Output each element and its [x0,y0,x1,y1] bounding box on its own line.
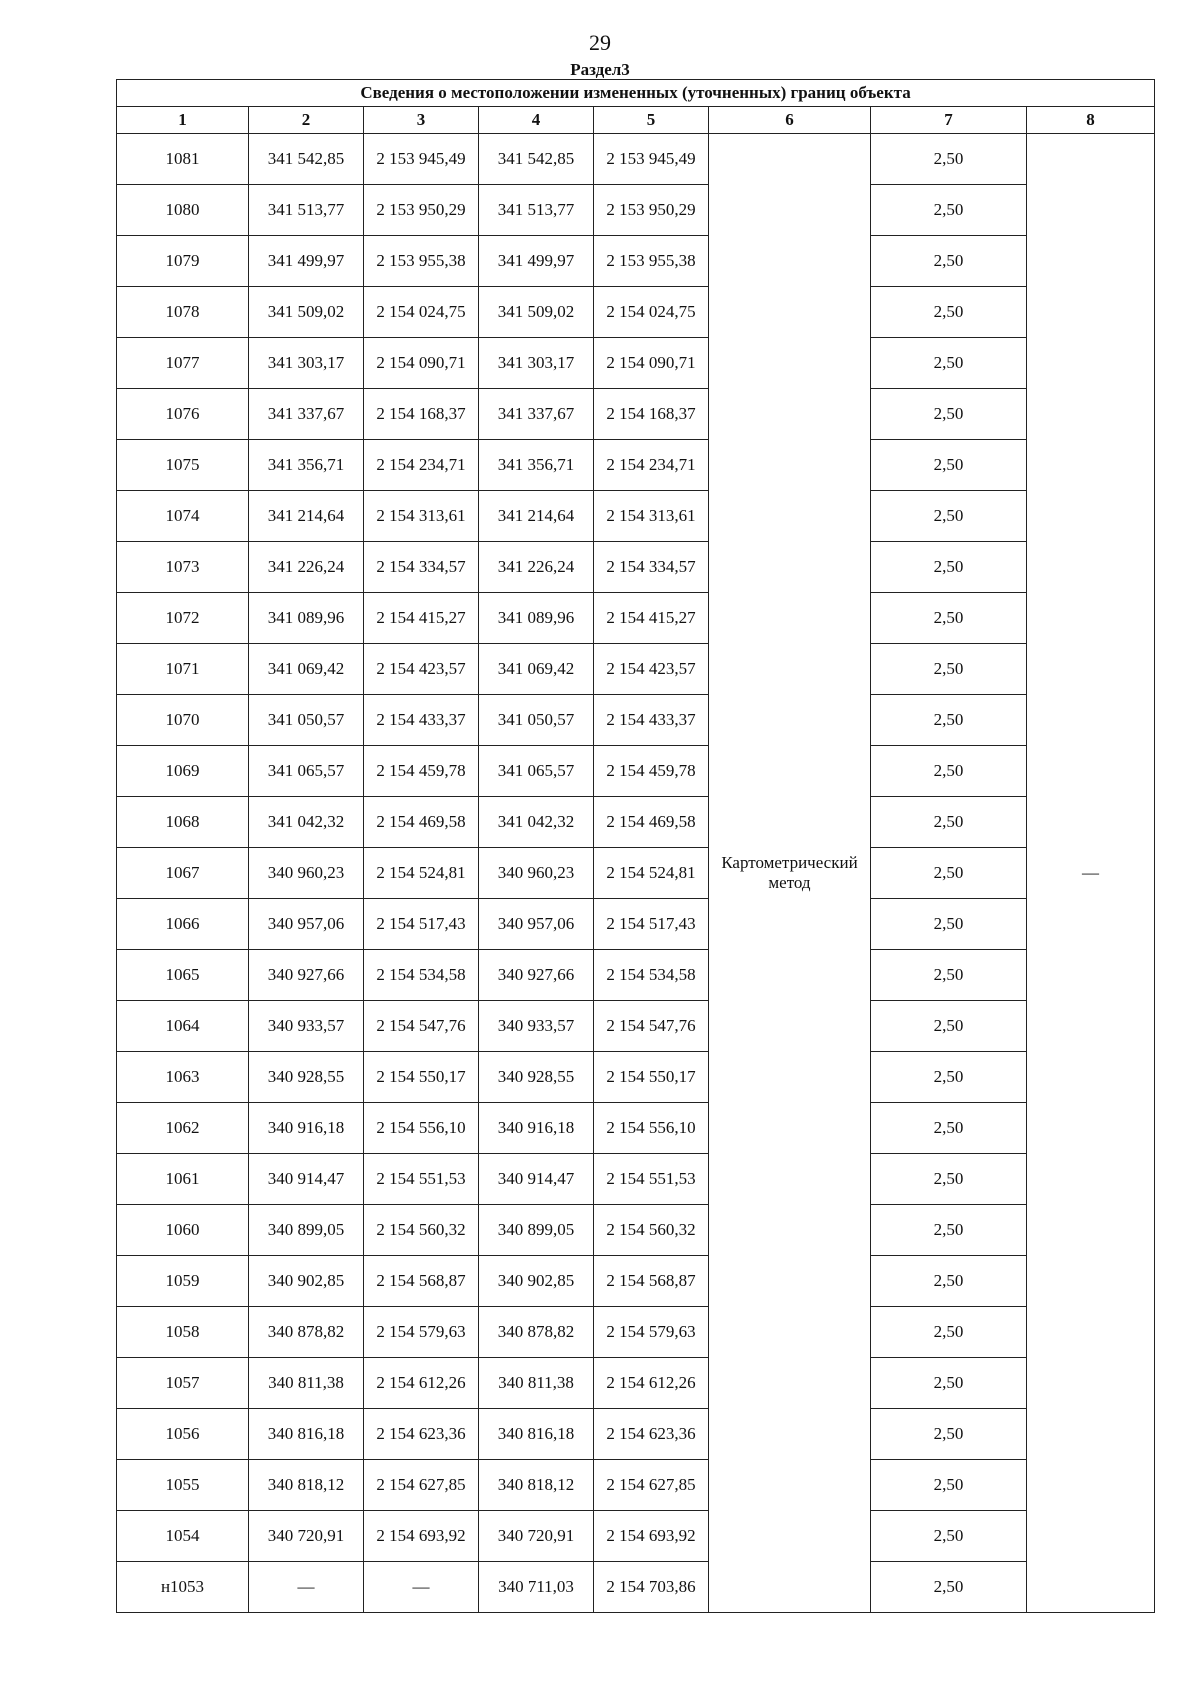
table-row [117,1052,1155,1103]
table-caption: Сведения о местоположении измененных (уточненных) границ объекта [117,80,1155,107]
table-row [117,185,1155,236]
column-number-8: 8 [1027,107,1155,134]
old-x-coordinate-cell: 341 337,67 [249,389,364,440]
old-x-coordinate-cell: 340 811,38 [249,1358,364,1409]
table-row [117,1001,1155,1052]
new-y-coordinate-cell: 2 154 547,76 [594,1001,709,1052]
new-x-coordinate-cell: 340 933,57 [479,1001,594,1052]
table-row [117,848,1155,899]
accuracy-cell: 2,50 [871,1307,1027,1358]
new-x-coordinate-cell: 341 069,42 [479,644,594,695]
table-row [117,1562,1155,1613]
new-x-coordinate-cell: 340 811,38 [479,1358,594,1409]
accuracy-cell: 2,50 [871,593,1027,644]
old-y-coordinate-cell: 2 154 547,76 [364,1001,479,1052]
new-y-coordinate-cell: 2 154 234,71 [594,440,709,491]
new-x-coordinate-cell: 340 878,82 [479,1307,594,1358]
old-y-coordinate-cell: 2 154 579,63 [364,1307,479,1358]
column-number-2: 2 [249,107,364,134]
old-x-coordinate-cell: 340 927,66 [249,950,364,1001]
old-x-coordinate-cell: 341 089,96 [249,593,364,644]
accuracy-cell: 2,50 [871,1052,1027,1103]
point-number-cell: 1064 [117,1001,249,1052]
new-x-coordinate-cell: 341 509,02 [479,287,594,338]
point-number-cell: 1058 [117,1307,249,1358]
accuracy-cell: 2,50 [871,644,1027,695]
table-row [117,950,1155,1001]
new-y-coordinate-cell: 2 154 612,26 [594,1358,709,1409]
old-x-coordinate-cell: 341 065,57 [249,746,364,797]
table-row [117,1103,1155,1154]
accuracy-cell: 2,50 [871,1001,1027,1052]
new-x-coordinate-cell: 340 720,91 [479,1511,594,1562]
new-x-coordinate-cell: 341 214,64 [479,491,594,542]
new-y-coordinate-cell: 2 154 560,32 [594,1205,709,1256]
accuracy-cell: 2,50 [871,287,1027,338]
old-y-coordinate-cell: 2 153 950,29 [364,185,479,236]
new-y-coordinate-cell: 2 154 168,37 [594,389,709,440]
column-number-5: 5 [594,107,709,134]
accuracy-cell: 2,50 [871,440,1027,491]
new-y-coordinate-cell: 2 153 950,29 [594,185,709,236]
new-x-coordinate-cell: 340 914,47 [479,1154,594,1205]
old-x-coordinate-cell: 341 356,71 [249,440,364,491]
new-y-coordinate-cell: 2 154 024,75 [594,287,709,338]
coordinates-table [116,79,1155,1613]
new-x-coordinate-cell: 340 928,55 [479,1052,594,1103]
new-y-coordinate-cell: 2 154 534,58 [594,950,709,1001]
new-x-coordinate-cell: 340 711,03 [479,1562,594,1613]
old-y-coordinate-cell: 2 154 550,17 [364,1052,479,1103]
column-number-row [117,107,1155,134]
table-row [117,1307,1155,1358]
point-number-cell: 1060 [117,1205,249,1256]
new-y-coordinate-cell: 2 153 945,49 [594,134,709,185]
point-number-cell: 1072 [117,593,249,644]
old-x-coordinate-cell: 340 933,57 [249,1001,364,1052]
new-y-coordinate-cell: 2 154 551,53 [594,1154,709,1205]
table-row [117,542,1155,593]
column-number-6: 6 [709,107,871,134]
table-row [117,287,1155,338]
new-y-coordinate-cell: 2 154 517,43 [594,899,709,950]
table-row [117,1256,1155,1307]
old-y-coordinate-cell: 2 154 560,32 [364,1205,479,1256]
new-x-coordinate-cell: 341 356,71 [479,440,594,491]
new-x-coordinate-cell: 341 337,67 [479,389,594,440]
new-x-coordinate-cell: 341 499,97 [479,236,594,287]
old-y-coordinate-cell: 2 154 612,26 [364,1358,479,1409]
point-number-cell: 1075 [117,440,249,491]
new-y-coordinate-cell: 2 154 334,57 [594,542,709,593]
accuracy-cell: 2,50 [871,1460,1027,1511]
old-y-coordinate-cell: 2 154 568,87 [364,1256,479,1307]
table-row [117,389,1155,440]
point-number-cell: 1076 [117,389,249,440]
table-row [117,236,1155,287]
old-x-coordinate-cell: 341 499,97 [249,236,364,287]
new-y-coordinate-cell: 2 153 955,38 [594,236,709,287]
accuracy-cell: 2,50 [871,848,1027,899]
table-row [117,797,1155,848]
new-x-coordinate-cell: 340 960,23 [479,848,594,899]
accuracy-cell: 2,50 [871,695,1027,746]
new-y-coordinate-cell: 2 154 550,17 [594,1052,709,1103]
new-y-coordinate-cell: 2 154 524,81 [594,848,709,899]
point-number-cell: 1079 [117,236,249,287]
accuracy-cell: 2,50 [871,338,1027,389]
old-y-coordinate-cell: 2 154 524,81 [364,848,479,899]
old-y-coordinate-cell: 2 154 234,71 [364,440,479,491]
old-y-coordinate-cell: 2 153 945,49 [364,134,479,185]
section-title: Раздел3 [570,60,630,79]
accuracy-cell: 2,50 [871,1562,1027,1613]
new-x-coordinate-cell: 341 513,77 [479,185,594,236]
old-x-coordinate-cell: 340 818,12 [249,1460,364,1511]
point-number-cell: 1068 [117,797,249,848]
point-number-cell: 1074 [117,491,249,542]
old-x-coordinate-cell: 340 902,85 [249,1256,364,1307]
old-x-coordinate-cell: 340 816,18 [249,1409,364,1460]
new-y-coordinate-cell: 2 154 090,71 [594,338,709,389]
accuracy-cell: 2,50 [871,542,1027,593]
table-row [117,593,1155,644]
old-x-coordinate-cell: — [249,1562,364,1613]
table-row [117,134,1155,185]
point-number-cell: 1071 [117,644,249,695]
new-x-coordinate-cell: 341 542,85 [479,134,594,185]
old-x-coordinate-cell: 340 899,05 [249,1205,364,1256]
table-row [117,338,1155,389]
point-number-cell: 1065 [117,950,249,1001]
point-number-cell: 1069 [117,746,249,797]
old-y-coordinate-cell: 2 154 433,37 [364,695,479,746]
old-y-coordinate-cell: 2 154 627,85 [364,1460,479,1511]
new-y-coordinate-cell: 2 154 703,86 [594,1562,709,1613]
old-y-coordinate-cell: 2 154 459,78 [364,746,479,797]
new-x-coordinate-cell: 340 816,18 [479,1409,594,1460]
table-row [117,899,1155,950]
accuracy-cell: 2,50 [871,491,1027,542]
accuracy-cell: 2,50 [871,236,1027,287]
point-number-cell: 1056 [117,1409,249,1460]
old-y-coordinate-cell: 2 154 090,71 [364,338,479,389]
old-y-coordinate-cell: 2 154 415,27 [364,593,479,644]
new-y-coordinate-cell: 2 154 627,85 [594,1460,709,1511]
old-y-coordinate-cell: 2 154 469,58 [364,797,479,848]
table-row [117,1511,1155,1562]
old-x-coordinate-cell: 341 226,24 [249,542,364,593]
old-x-coordinate-cell: 341 509,02 [249,287,364,338]
point-number-cell: н1053 [117,1562,249,1613]
description-cell: — [1027,134,1155,1613]
accuracy-cell: 2,50 [871,1511,1027,1562]
page-number: 29 [589,30,611,55]
point-number-cell: 1054 [117,1511,249,1562]
point-number-cell: 1063 [117,1052,249,1103]
old-y-coordinate-cell: 2 154 534,58 [364,950,479,1001]
old-x-coordinate-cell: 341 542,85 [249,134,364,185]
new-x-coordinate-cell: 341 042,32 [479,797,594,848]
new-y-coordinate-cell: 2 154 415,27 [594,593,709,644]
new-y-coordinate-cell: 2 154 459,78 [594,746,709,797]
table-caption-row [117,80,1155,107]
old-y-coordinate-cell: 2 154 623,36 [364,1409,479,1460]
point-number-cell: 1080 [117,185,249,236]
new-x-coordinate-cell: 341 303,17 [479,338,594,389]
old-x-coordinate-cell: 340 928,55 [249,1052,364,1103]
point-number-cell: 1067 [117,848,249,899]
method-cell: Картометрический метод [709,134,871,1613]
old-x-coordinate-cell: 340 916,18 [249,1103,364,1154]
old-x-coordinate-cell: 341 214,64 [249,491,364,542]
old-y-coordinate-cell: 2 154 423,57 [364,644,479,695]
new-x-coordinate-cell: 340 902,85 [479,1256,594,1307]
old-y-coordinate-cell: 2 154 517,43 [364,899,479,950]
table-row [117,440,1155,491]
new-y-coordinate-cell: 2 154 556,10 [594,1103,709,1154]
table-row [117,1409,1155,1460]
old-x-coordinate-cell: 340 960,23 [249,848,364,899]
old-x-coordinate-cell: 340 878,82 [249,1307,364,1358]
new-y-coordinate-cell: 2 154 469,58 [594,797,709,848]
old-x-coordinate-cell: 340 957,06 [249,899,364,950]
table-row [117,644,1155,695]
table-body [117,134,1155,1613]
old-y-coordinate-cell: 2 154 024,75 [364,287,479,338]
old-x-coordinate-cell: 340 720,91 [249,1511,364,1562]
new-y-coordinate-cell: 2 154 693,92 [594,1511,709,1562]
table-row [117,1358,1155,1409]
column-number-4: 4 [479,107,594,134]
point-number-cell: 1073 [117,542,249,593]
point-number-cell: 1081 [117,134,249,185]
table-row [117,695,1155,746]
new-x-coordinate-cell: 341 050,57 [479,695,594,746]
old-x-coordinate-cell: 341 069,42 [249,644,364,695]
old-x-coordinate-cell: 341 513,77 [249,185,364,236]
old-y-coordinate-cell: — [364,1562,479,1613]
new-y-coordinate-cell: 2 154 568,87 [594,1256,709,1307]
column-number-3: 3 [364,107,479,134]
new-x-coordinate-cell: 340 927,66 [479,950,594,1001]
old-y-coordinate-cell: 2 154 693,92 [364,1511,479,1562]
old-x-coordinate-cell: 341 303,17 [249,338,364,389]
new-y-coordinate-cell: 2 154 423,57 [594,644,709,695]
table-row [117,746,1155,797]
new-x-coordinate-cell: 340 916,18 [479,1103,594,1154]
accuracy-cell: 2,50 [871,1205,1027,1256]
column-number-7: 7 [871,107,1027,134]
new-x-coordinate-cell: 340 957,06 [479,899,594,950]
new-y-coordinate-cell: 2 154 433,37 [594,695,709,746]
point-number-cell: 1066 [117,899,249,950]
accuracy-cell: 2,50 [871,1409,1027,1460]
point-number-cell: 1059 [117,1256,249,1307]
accuracy-cell: 2,50 [871,134,1027,185]
point-number-cell: 1077 [117,338,249,389]
old-x-coordinate-cell: 341 050,57 [249,695,364,746]
accuracy-cell: 2,50 [871,1256,1027,1307]
point-number-cell: 1078 [117,287,249,338]
table-row [117,1205,1155,1256]
old-y-coordinate-cell: 2 154 168,37 [364,389,479,440]
table-row [117,491,1155,542]
new-x-coordinate-cell: 341 226,24 [479,542,594,593]
old-y-coordinate-cell: 2 154 313,61 [364,491,479,542]
accuracy-cell: 2,50 [871,1103,1027,1154]
new-y-coordinate-cell: 2 154 313,61 [594,491,709,542]
new-x-coordinate-cell: 341 089,96 [479,593,594,644]
new-y-coordinate-cell: 2 154 623,36 [594,1409,709,1460]
new-x-coordinate-cell: 341 065,57 [479,746,594,797]
accuracy-cell: 2,50 [871,746,1027,797]
old-x-coordinate-cell: 341 042,32 [249,797,364,848]
old-y-coordinate-cell: 2 154 334,57 [364,542,479,593]
new-x-coordinate-cell: 340 818,12 [479,1460,594,1511]
point-number-cell: 1070 [117,695,249,746]
new-y-coordinate-cell: 2 154 579,63 [594,1307,709,1358]
point-number-cell: 1055 [117,1460,249,1511]
table-row [117,1154,1155,1205]
new-x-coordinate-cell: 340 899,05 [479,1205,594,1256]
accuracy-cell: 2,50 [871,950,1027,1001]
point-number-cell: 1061 [117,1154,249,1205]
point-number-cell: 1062 [117,1103,249,1154]
old-y-coordinate-cell: 2 153 955,38 [364,236,479,287]
accuracy-cell: 2,50 [871,389,1027,440]
table-row [117,1460,1155,1511]
old-y-coordinate-cell: 2 154 551,53 [364,1154,479,1205]
accuracy-cell: 2,50 [871,899,1027,950]
accuracy-cell: 2,50 [871,1358,1027,1409]
old-x-coordinate-cell: 340 914,47 [249,1154,364,1205]
point-number-cell: 1057 [117,1358,249,1409]
old-y-coordinate-cell: 2 154 556,10 [364,1103,479,1154]
accuracy-cell: 2,50 [871,1154,1027,1205]
accuracy-cell: 2,50 [871,797,1027,848]
accuracy-cell: 2,50 [871,185,1027,236]
column-number-1: 1 [117,107,249,134]
